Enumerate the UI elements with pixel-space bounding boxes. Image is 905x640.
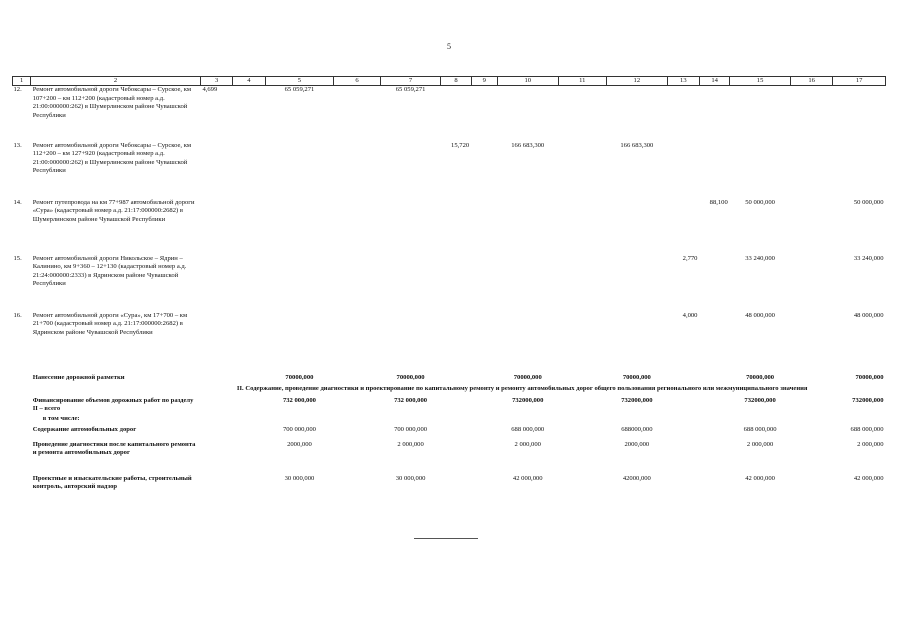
cell-c12 [607,255,668,312]
maintenance-label: Содержание автомобильных дорог [32,425,137,433]
cell-c14 [699,312,729,374]
cell-c7 [380,142,441,199]
including-label: в том числе: [42,414,80,422]
object-name: Ремонт автомобильной дороги Никольское – Ядрин – Калинино, км 9+360 – 12+130 (кадастровый номер а.д. 21:24:000000:2333) в Ядринском районе Чувашской Республики [32,254,187,288]
cell-c7 [380,255,441,312]
design-label: Проектные и изыскательские работы, строительный контроль, авторский надзор [32,474,192,491]
cell-length: 4,699 [202,86,218,93]
cell-c17: 42 000,000 [853,474,884,482]
section-row [13,385,886,397]
cell-c8: 15,720 [451,141,470,149]
footnote-rule [414,538,478,539]
cell-c17: 2 000,000 [857,440,884,448]
cell-c5 [265,199,334,255]
cell-c10: 688 000,000 [511,425,545,433]
cell-c17: 732000,000 [852,396,884,404]
cell-c15: 688 000,000 [743,425,777,433]
cell-c14 [699,255,729,312]
cell-c10 [497,255,558,312]
cell-c10: 166 683,300 [511,141,545,149]
diagnostics-row [13,441,886,475]
cell-c10 [497,199,558,255]
financing-row [13,397,886,415]
col-header: 5 [265,77,334,86]
col-header: 8 [441,77,471,86]
cell-c17: 33 240,000 [853,254,884,262]
col-header: 7 [380,77,441,86]
cell-c12 [607,86,668,142]
cell-c5: 2000,000 [287,440,312,448]
maintenance-row [13,426,886,441]
cell-c10: 70000,000 [513,373,542,381]
cell-c17: 70000,000 [855,373,884,381]
cell-length [200,199,232,255]
section-title: II. Содержание, проведение диагностики и проектирование по капитальному ремонту и ремонту автомобильных дорог общего пользования регионального или межмуниципального значения [236,384,808,392]
col-header: 16 [790,77,832,86]
cell-c7: 2 000,000 [397,440,424,448]
cell-c14 [699,86,729,142]
cell-length [200,312,232,374]
object-name: Ремонт автомобильной дороги Чебоксары – Сурское, км 112+200 – км 127+920 (кадастровый номер а.д. 21:00:000000:262) в Шумерлинском районе Чувашской Республики [32,141,192,175]
cell-c7: 700 000,000 [394,425,428,433]
cell-c12: 70000,000 [622,373,651,381]
cell-c15: 732000,000 [744,396,776,404]
cell-c8 [441,199,471,255]
cell-c15: 50 000,000 [745,198,775,206]
col-header: 11 [558,77,607,86]
table-row [13,86,886,142]
col-header: 13 [667,77,699,86]
cell-c7 [380,199,441,255]
cell-length [200,255,232,312]
col-header: 2 [31,77,201,86]
cell-c15 [730,86,791,142]
cell-c12 [607,199,668,255]
table-row [13,312,886,374]
col-header: 6 [334,77,380,86]
page-number: 5 [447,42,451,51]
cell-c12: 166 683,300 [620,141,654,149]
diagnostics-label: Проведение диагностики после капитального ремонта и ремонта автомобильных дорог [32,440,196,457]
cell-c5: 70000,000 [285,373,314,381]
row-number: 14. [13,198,22,206]
object-name: Ремонт автомобильной дороги Чебоксары – Сурское, км 107+200 – км 112+200 (кадастровый номер а.д. 21:00:000000:262) в Шумерлинском районе Чувашской Республики [32,86,192,119]
cell-c17 [833,142,886,199]
cell-c10: 42 000,000 [512,474,543,482]
cell-c12: 42000,000 [622,474,651,482]
cell-c5: 732 000,000 [282,396,316,404]
cell-c14: 88,100 [709,198,728,206]
cell-c15: 33 240,000 [745,254,775,262]
cell-c13 [667,142,699,199]
cell-c17: 48 000,000 [853,311,884,319]
cell-c8 [441,255,471,312]
cell-c8 [441,312,471,374]
cell-c15: 70000,000 [746,373,775,381]
col-header: 17 [833,77,886,86]
col-header: 1 [13,77,31,86]
markings-row [13,374,886,385]
table-row [13,142,886,199]
cell-c5 [265,312,334,374]
cell-c7: 70000,000 [396,373,425,381]
row-number: 15. [13,254,22,262]
cell-c10: 732000,000 [512,396,544,404]
cell-c5: 65 059,271 [284,86,315,93]
col-header: 15 [730,77,791,86]
row-number: 12. [13,86,22,93]
cell-c15: 48 000,000 [745,311,775,319]
cell-c15 [730,142,791,199]
cell-c8 [441,86,471,142]
cell-c5: 700 000,000 [282,425,316,433]
row-number: 13. [13,141,22,149]
col-header: 14 [699,77,729,86]
cell-c12: 688000,000 [621,425,653,433]
cell-c17: 688 000,000 [850,425,884,433]
cell-c13 [667,199,699,255]
cell-c12: 2000,000 [624,440,650,448]
cell-c7: 65 059,271 [395,86,426,93]
table-row [13,199,886,255]
cell-c12: 732000,000 [621,396,653,404]
cell-c17: 50 000,000 [853,198,884,206]
row-number: 16. [13,311,22,319]
cell-c7: 30 000,000 [395,474,426,482]
cell-c5 [265,142,334,199]
markings-label: Нанесение дорожной разметки [32,373,125,381]
object-name: Ремонт автомобильной дороги «Сура», км 17+700 – км 21+700 (кадастровый номер а.д. 21:17:000000:2682) в Ядринском районе Чувашской Республики [32,311,188,336]
table-row [13,255,886,312]
cell-c7 [380,312,441,374]
cell-c10: 2 000,000 [514,440,541,448]
object-name: Ремонт путепровода на км 77+987 автомобильной дороги «Сура» (кадастровый номер а.д. 21:17:000000:2682) в Шумерлинском районе Чувашской Республики [32,198,195,223]
design-row [13,475,886,505]
cell-c7: 732 000,000 [394,396,428,404]
cell-c15: 2 000,000 [746,440,774,448]
cell-c17 [833,86,886,142]
col-header: 12 [607,77,668,86]
cell-length [200,142,232,199]
cell-c13: 2,770 [682,254,698,262]
cell-c14 [699,142,729,199]
column-number-row [13,77,886,86]
including-row [13,415,886,426]
col-header: 10 [497,77,558,86]
cell-c13 [667,86,699,142]
financing-label: Финансирование объемов дорожных работ по разделу II – всего [32,396,194,413]
road-works-table [12,76,886,505]
cell-c5: 30 000,000 [284,474,315,482]
cell-c12 [607,312,668,374]
col-header: 9 [471,77,497,86]
col-header: 4 [233,77,265,86]
cell-c10 [497,312,558,374]
cell-c13: 4,000 [682,311,698,319]
cell-c15: 42 000,000 [745,474,775,482]
cell-c10 [497,86,558,142]
cell-c5 [265,255,334,312]
col-header: 3 [200,77,232,86]
